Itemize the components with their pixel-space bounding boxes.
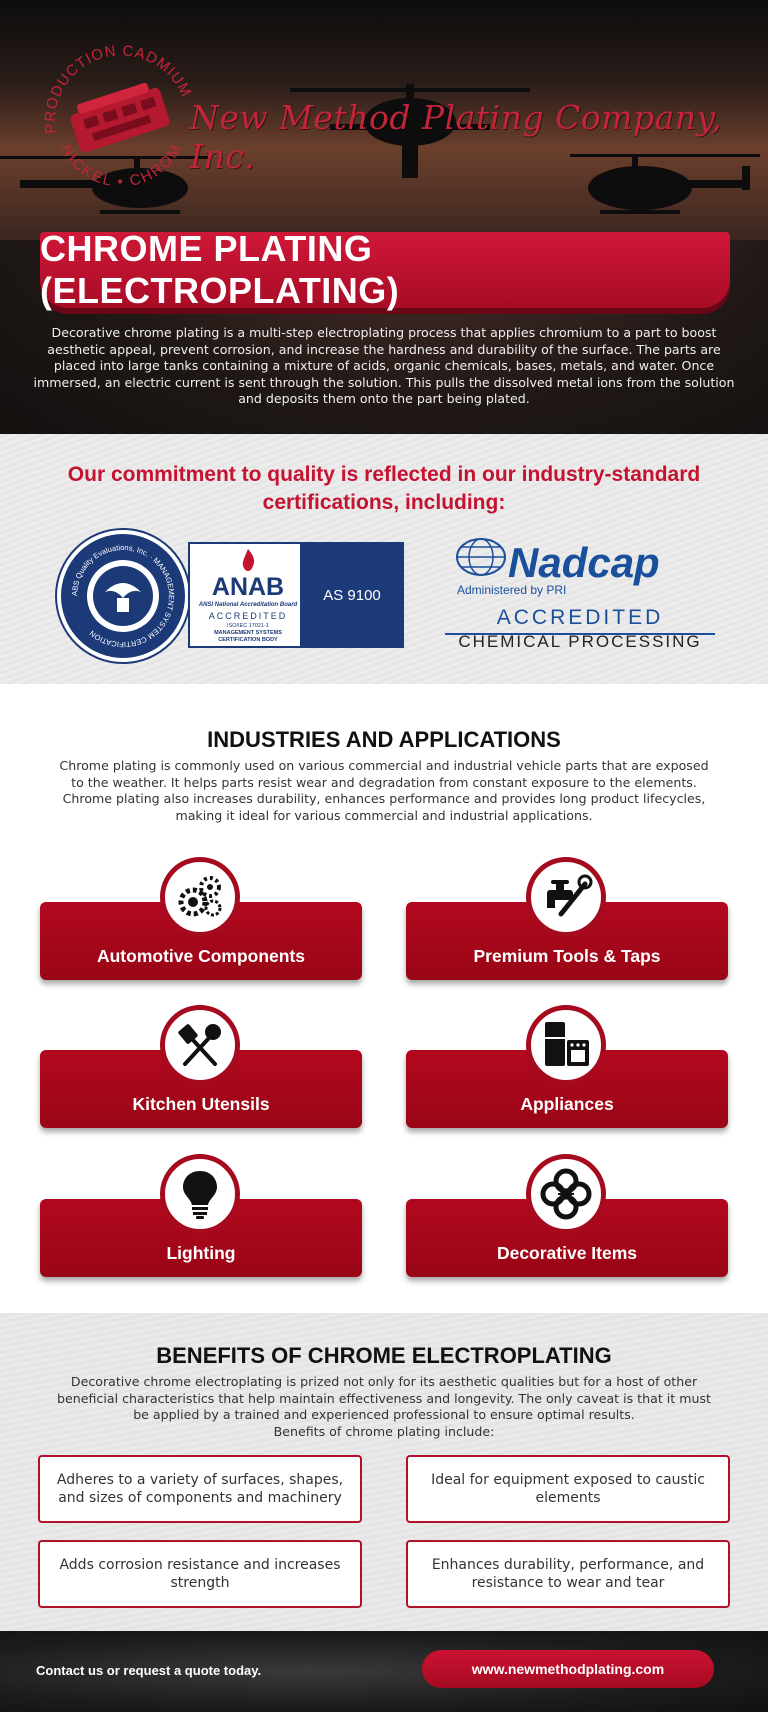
- hero-description: Decorative chrome plating is a multi-step electroplating process that applies chromium to a part to boost aesthetic appeal, prevent corrosion, and increase the hardness and durability of the surface. The parts are placed into large tanks containing a mixture of acids, organic chemicals, bases, metals, and water. Once immersed, an electric current is sent through the solution. This pulls the dissolved metal ions from the solution and deposits them onto the part being plated.: [33, 325, 735, 406]
- application-label: Appliances: [520, 1094, 614, 1114]
- benefit-item-adherence: Adheres to a variety of surfaces, shapes, and sizes of components and machinery: [38, 1455, 362, 1523]
- as9100-label: AS 9100: [300, 542, 404, 648]
- anab-logo-text: ANAB: [211, 573, 285, 601]
- gears-icon: [160, 857, 240, 937]
- contact-cta-text: Contact us or request a quote today.: [36, 1663, 262, 1678]
- application-label: Premium Tools & Taps: [473, 946, 661, 966]
- footer: [0, 1631, 768, 1712]
- company-emblem-logo: [36, 38, 206, 208]
- faucet-wrench-icon: [526, 857, 606, 937]
- application-label: Kitchen Utensils: [132, 1094, 270, 1114]
- page-title-banner: [40, 228, 730, 311]
- application-label: Lighting: [166, 1243, 236, 1263]
- plated-part-icon: [67, 79, 171, 154]
- industries-heading: INDUSTRIES AND APPLICATIONS: [207, 727, 561, 752]
- benefit-item-caustic: Ideal for equipment exposed to caustic elements: [406, 1455, 730, 1523]
- anab-standard-text: ISO/IEC 17021-1: [227, 623, 269, 629]
- industries-section: [0, 684, 768, 1313]
- certifications-section: [0, 434, 768, 684]
- fridge-stove-icon: [526, 1005, 606, 1085]
- nadcap-admin-text: Administered by PRI: [457, 583, 567, 597]
- abs-quality-seal: [57, 530, 189, 662]
- application-label: Automotive Components: [96, 946, 306, 966]
- anab-flame-icon: [236, 548, 260, 574]
- benefits-intro: Benefits of chrome plating include:: [273, 1424, 495, 1439]
- nadcap-scope-text: CHEMICAL PROCESSING: [458, 632, 702, 651]
- benefits-section: [0, 1313, 768, 1631]
- benefit-item-durability: Enhances durability, performance, and resistance to wear and tear: [406, 1540, 730, 1608]
- nadcap-accredited-text: ACCREDITED: [445, 606, 715, 635]
- globe-grid-icon: [455, 535, 511, 579]
- industries-description: Chrome plating is commonly used on various commercial and industrial vehicle parts that are exposed to the weather. It helps parts resist wear and degradation from constant exposure to the elements. Chrome plating also increases durability, enhances performance and provides long product lifecycles, making it ideal for various commercial and industrial applications.: [59, 758, 709, 823]
- anab-board-text: ANSI National Accreditation Board: [198, 602, 298, 608]
- company-name: New Method Plating Company, Inc.: [190, 98, 723, 176]
- abs-seal-text: ABS Quality Evaluations, Inc. · MANAGEMENT SYSTEM CERTIFICATION: [69, 542, 177, 650]
- anab-body-text: MANAGEMENT SYSTEMS CERTIFICATION BODY: [214, 630, 282, 643]
- certifications-heading: Our commitment to quality is reflected in our industry-standard certifications, including:: [67, 463, 701, 514]
- spatula-spoon-icon: [160, 1005, 240, 1085]
- benefits-description: Decorative chrome electroplating is prized not only for its aesthetic qualities but for a host of other beneficial characteristics that help maintain effectiveness and longevity. The only caveat is that it must be applied by a trained and experienced professional to ensure optimal results.: [57, 1374, 711, 1422]
- emblem-text-bottom: NICKEL • CHROM: [57, 140, 186, 191]
- hero-section: [0, 0, 768, 434]
- page-title: CHROME PLATING (ELECTROPLATING): [40, 228, 400, 311]
- anab-accredited-text: ACCREDITED: [208, 611, 288, 621]
- benefits-heading: BENEFITS OF CHROME ELECTROPLATING: [156, 1343, 612, 1368]
- ornament-icon: [526, 1154, 606, 1234]
- application-label: Decorative Items: [496, 1243, 638, 1263]
- benefit-item-corrosion: Adds corrosion resistance and increases strength: [38, 1540, 362, 1608]
- website-link-button[interactable]: www.newmethodplating.com: [422, 1650, 714, 1688]
- emblem-text-top: PRODUCTION CADMIUM: [41, 42, 195, 135]
- lightbulb-icon: [160, 1154, 240, 1234]
- nadcap-logo-text: Nadcap: [508, 539, 660, 586]
